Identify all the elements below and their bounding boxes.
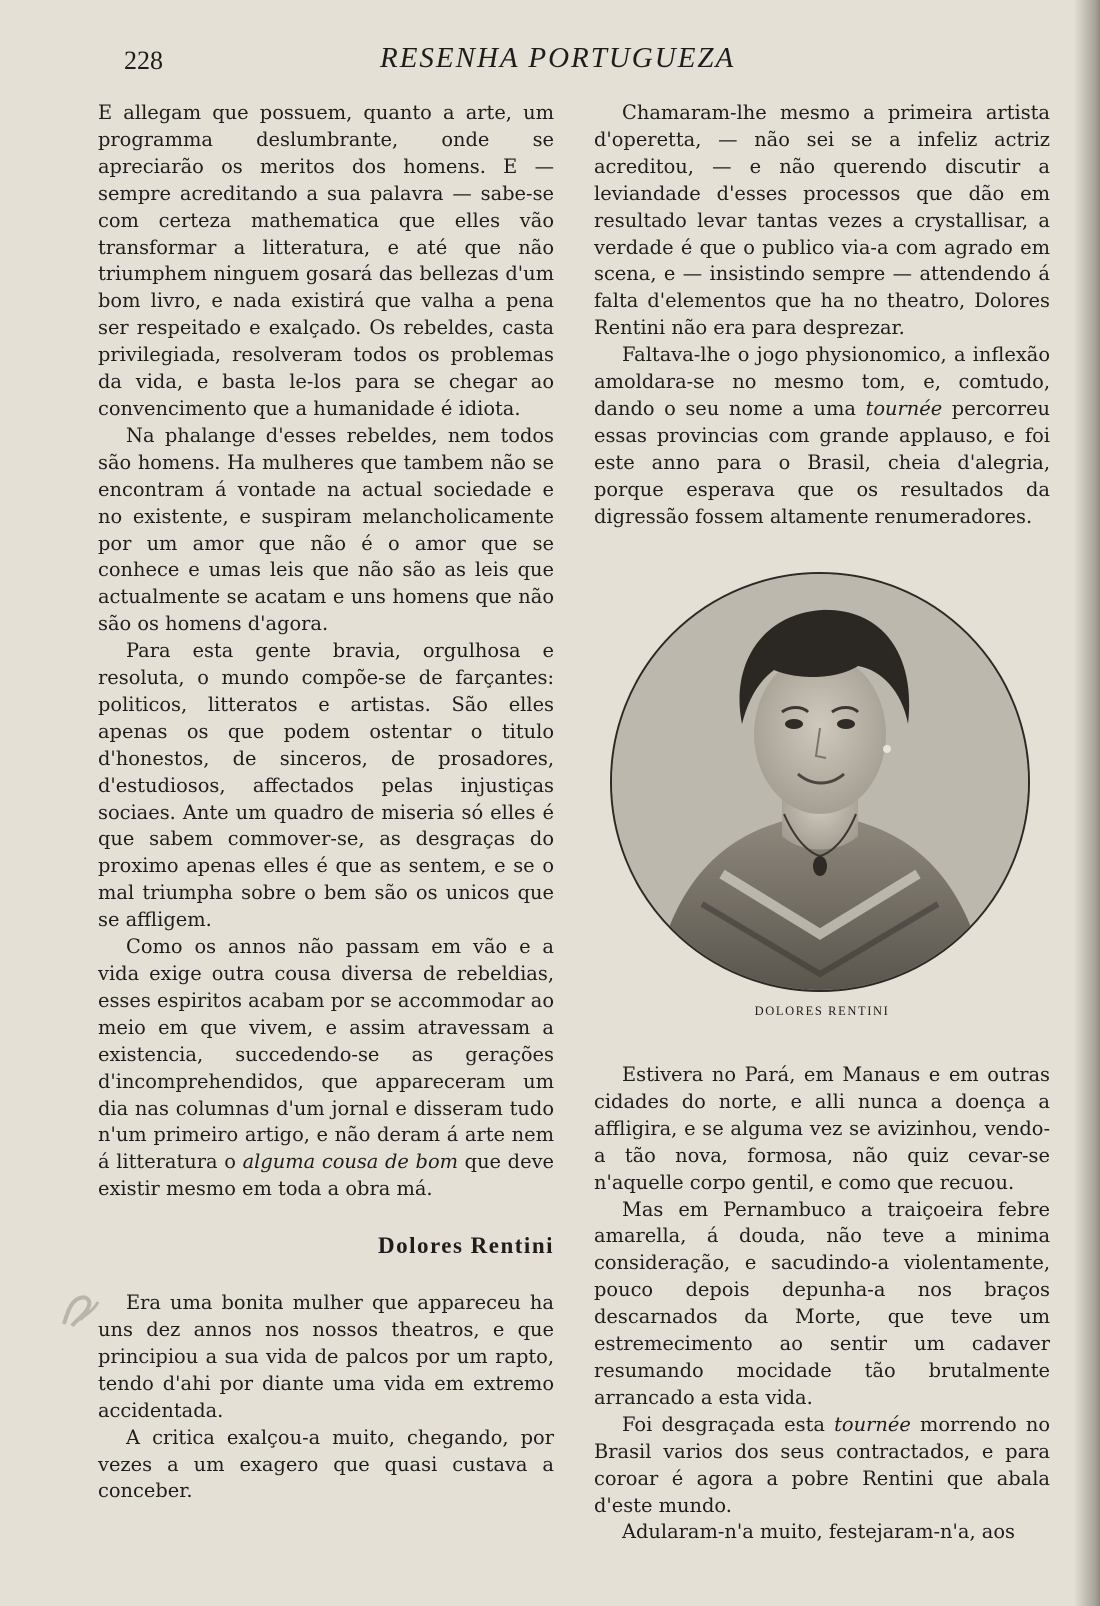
text-run: Faltava-lhe o jogo physionomico, a inflexão amoldara-se no mesmo tom, e, comtudo, dando o seu nome a uma — [594, 343, 1050, 420]
paragraph: A critica exalçou-a muito, chegando, por vezes a um exagero que quasi custava a conceber. — [98, 1425, 554, 1503]
running-title: RESENHA PORTUGUEZA — [380, 42, 736, 74]
text-run: Como os annos não passam em vão e a vida exige outra cousa diversa de rebeldias, esses espiritos acabam por se accommodar ao meio em que vivem, e assim atravessam a existencia, succedendo-se as gerações d'incomprehendidos, que appareceram um dia nas columnas d'um jornal e disseram tudo n'um primeiro artigo, e não deram á arte nem á litteratura o — [98, 935, 554, 1174]
page-header — [0, 42, 1100, 82]
italic-word: tournée — [834, 1412, 911, 1436]
italic-word: tournée — [865, 396, 943, 420]
portrait-illustration — [612, 574, 1028, 990]
paragraph: Era uma bonita mulher que appareceu ha uns dez annos nos nossos theatros, e que principiou a sua vida de palcos por um rapto, tendo d'ahi por diante uma vida em extremo accidentada. — [98, 1291, 554, 1422]
section-heading: Dolores Rentini — [377, 1233, 554, 1259]
portrait-caption: DOLORES RENTINI — [754, 1004, 890, 1018]
paragraph — [594, 1412, 1050, 1520]
paragraph: Adularam-n'a muito, festejaram-n'a, aos — [622, 1520, 1015, 1544]
paragraph: E allegam que possuem, quanto a arte, um programma deslumbrante, onde se apreciarão os meritos dos homens. E — sempre acreditando a sua palavra — sabe-se com certeza mathematica que elles vão transformar a litteratura, e até que não triumphem ninguem gosará das bellezas d'um bom livro, e nada existirá que valha a pena ser respeitado e exalçado. Os rebeldes, casta privilegiada, resolveram todos os problemas da vida, e basta le-los para se chegar ao convencimento que a humanidade é idiota. — [98, 101, 554, 420]
paragraph — [594, 342, 1050, 530]
text-run: Foi desgraçada esta — [622, 1412, 835, 1436]
library-stamp-mark — [58, 1290, 102, 1330]
paragraph: Mas em Pernambuco a traiçoeira febre amarella, á douda, não teve a minima consideração, e sacudindo-a violentamente, pouco depois depunha-a nos braços descarnados da Morte, que teve um estremecimento ao sentir um cadaver resumando mocidade tão brutalmente arrancado a esta vida. — [594, 1197, 1050, 1409]
right-column-lower — [594, 1062, 1050, 1546]
paragraph: Na phalange d'esses rebeldes, nem todos são homens. Ha mulheres que tambem não se encontram á vontade na actual sociedade e no existente, e suspiram melancholicamente por um amor que não é o amor que se conhece e umas leis que não são as leis que actualmente se acatam e uns homens que não são os homens d'agora. — [98, 423, 554, 636]
paragraph: Chamaram-lhe mesmo a primeira artista d'operetta, — não sei se a infeliz actriz acreditou, — e não querendo discutir a leviandade d'esses processos que dão em resultado levar tantas vezes a crystallisar, a verdade é que o publico via-a com agrado em scena, e — insistindo sempre — attendendo á falta d'elementos que ha no theatro, Dolores Rentini não era para desprezar. — [594, 101, 1050, 340]
paragraph — [98, 934, 554, 1203]
left-column — [98, 100, 554, 1505]
text-run: morrendo no Brasil varios dos seus contractados, e para coroar é agora a pobre Rentini que abala d'este mundo. — [594, 1412, 1051, 1517]
text-run: que deve existir mesmo em toda a obra má. — [98, 1150, 554, 1201]
text-run: percorreu essas provincias com grande applauso, e foi este anno para o Brasil, cheia d'alegria, porque esperava que os resultados da digressão fossem altamente renumeradores. — [594, 396, 1050, 528]
paragraph: Para esta gente bravia, orgulhosa e resoluta, o mundo compõe-se de farçantes: politicos, litteratos e artistas. São elles apenas os que podem ostentar o titulo d'honestos, de sinceros, de prosadores, d'estudiosos, affectados pelas injustiças sociaes. Ante um quadro de miseria só elles é que sabem commover-se, as desgraças do proximo apenas elles é que as sentem, e se o mal triumpha sobre o bem são os unicos que se affligem. — [98, 639, 554, 932]
right-column-upper — [594, 100, 1050, 531]
italic-phrase: alguma cousa de bom — [242, 1150, 459, 1174]
page-edge-shadow — [1074, 0, 1100, 1606]
page-number: 228 — [124, 46, 163, 75]
paragraph: Estivera no Pará, em Manaus e em outras cidades do norte, e alli nunca a doença a affligira, e se alguma vez se avizinhou, vendo-a tão nova, formosa, não quiz cevar-se n'aquelle corpo gentil, e como que recuou. — [594, 1063, 1050, 1194]
portrait-photo — [610, 572, 1030, 992]
